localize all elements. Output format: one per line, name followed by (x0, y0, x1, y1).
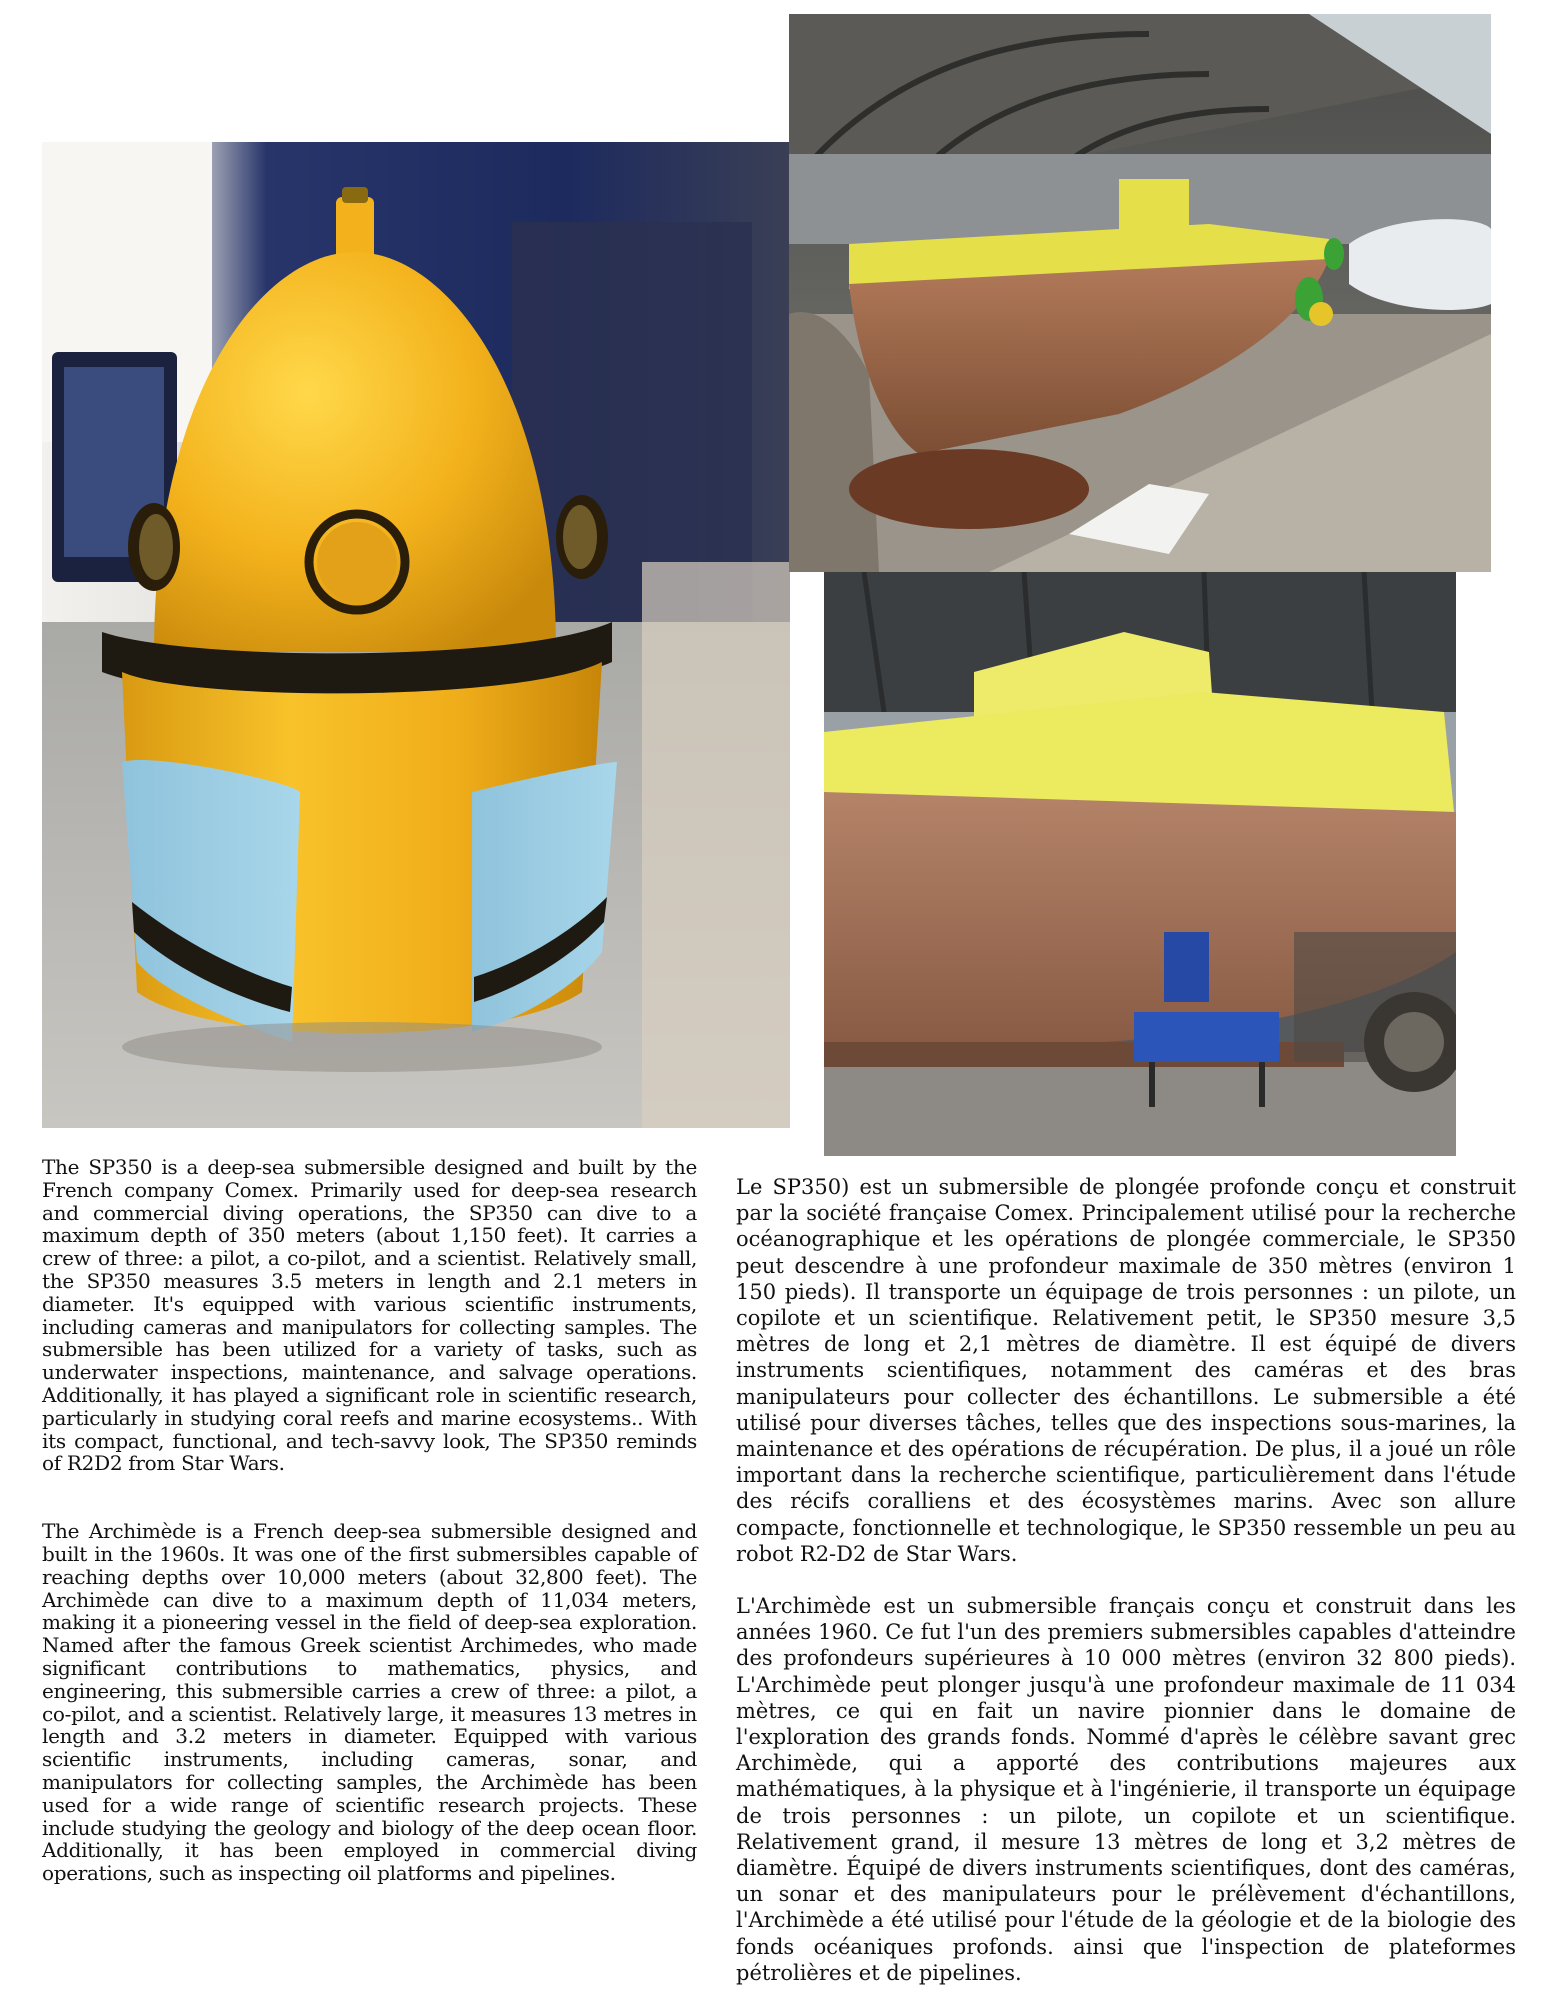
french-text-column (736, 1174, 1516, 1986)
sp350-photo (42, 142, 790, 1128)
hall-illustration (789, 14, 1491, 572)
archimede-illustration (824, 572, 1456, 1156)
english-sp350-paragraph: The SP350 is a deep-sea submersible designed and built by the French company Comex. Primarily used for deep-sea research and commercial diving operations, the SP350 can dive to a maximum depth of 350 meters (about 1,150 feet). It carries a crew of three: a pilot, a co-pilot, and a scientist. Relatively small, the SP350 measures 3.5 meters in length and 2.1 meters in diameter. It's equipped with various scientific instruments, including cameras and manipulators for collecting samples. The submersible has been utilized for a variety of tasks, such as underwater inspections, maintenance, and salvage operations. Additionally, it has played a significant role in scientific research, particularly in studying coral reefs and marine ecosystems.. With its compact, functional, and tech-savvy look, The SP350 reminds of R2D2 from Star Wars. (42, 1155, 697, 1476)
paragraph-gap (736, 1567, 1516, 1593)
sp350-illustration (42, 142, 790, 1128)
archimede-photo (824, 572, 1456, 1156)
french-archimede-paragraph: L'Archimède est un submersible français conçu et construit dans les années 1960. Ce fut l'un des premiers submersibles capables d'atteindre des profondeurs supérieures à 10 000 mètres (environ 32 800 pieds). L'Archimède peut plonger jusqu'à une profondeur maximale de 11 034 mètres, ce qui en fait un navire pionnier dans le domaine de l'exploration des grands fonds. Nommé d'après le célèbre savant grec Archimède, qui a apporté des contributions majeures aux mathématiques, à la physique et à l'ingénierie, il transporte un équipage de trois personnes : un pilote, un copilote et un scientifique. Relativement grand, il mesure 13 mètres de long et 3,2 mètres de diamètre. Équipé de divers instruments scientifiques, dont des caméras, un sonar et des manipulateurs pour le prélèvement d'échantillons, l'Archimède a été utilisé pour l'étude de la géologie et de la biologie des fonds océaniques profonds. ainsi que l'inspection de plateformes pétrolières et de pipelines. (736, 1594, 1516, 1985)
english-archimede-paragraph: The Archimède is a French deep-sea submersible designed and built in the 1960s. It was one of the first submersibles capable of reaching depths over 10,000 meters (about 32,800 feet). The Archimède can dive to a maximum depth of 11,034 meters, making it a pioneering vessel in the field of deep-sea exploration. Named after the famous Greek scientist Archimedes, who made significant contributions to mathematics, physics, and engineering, this submersible carries a crew of three: a pilot, a co-pilot, and a scientist. Relatively large, it measures 13 metres in length and 3.2 meters in diameter. Equipped with various scientific instruments, including cameras, sonar, and manipulators for collecting samples, the Archimède has been used for a wide range of scientific research projects. These include studying the geology and biology of the deep ocean floor. Additionally, it has been employed in commercial diving operations, such as inspecting oil platforms and pipelines. (42, 1519, 697, 1886)
english-text-column (42, 1156, 697, 1885)
submarine-hall-photo (789, 14, 1491, 572)
paragraph-gap (42, 1475, 697, 1520)
french-sp350-paragraph: Le SP350) est un submersible de plongée profonde conçu et construit par la société française Comex. Principalement utilisé pour la recherche océanographique et les opérations de plongée commerciale, le SP350 peut descendre à une profondeur maximale de 350 mètres (environ 1 150 pieds). Il transporte un équipage de trois personnes : un pilote, un copilote et un scientifique. Relativement petit, le SP350 mesure 3,5 mètres de long et 2,1 mètres de diamètre. Il est équipé de divers instruments scientifiques, notamment des caméras et des bras manipulateurs pour collecter des échantillons. Le submersible a été utilisé pour diverses tâches, telles que des inspections sous-marines, la maintenance et des opérations de récupération. De plus, il a joué un rôle important dans la recherche scientifique, particulièrement dans l'étude des récifs coralliens et des écosystèmes marins. Avec son allure compacte, fonctionnelle et technologique, le SP350 ressemble un peu au robot R2-D2 de Star Wars. (736, 1175, 1516, 1566)
